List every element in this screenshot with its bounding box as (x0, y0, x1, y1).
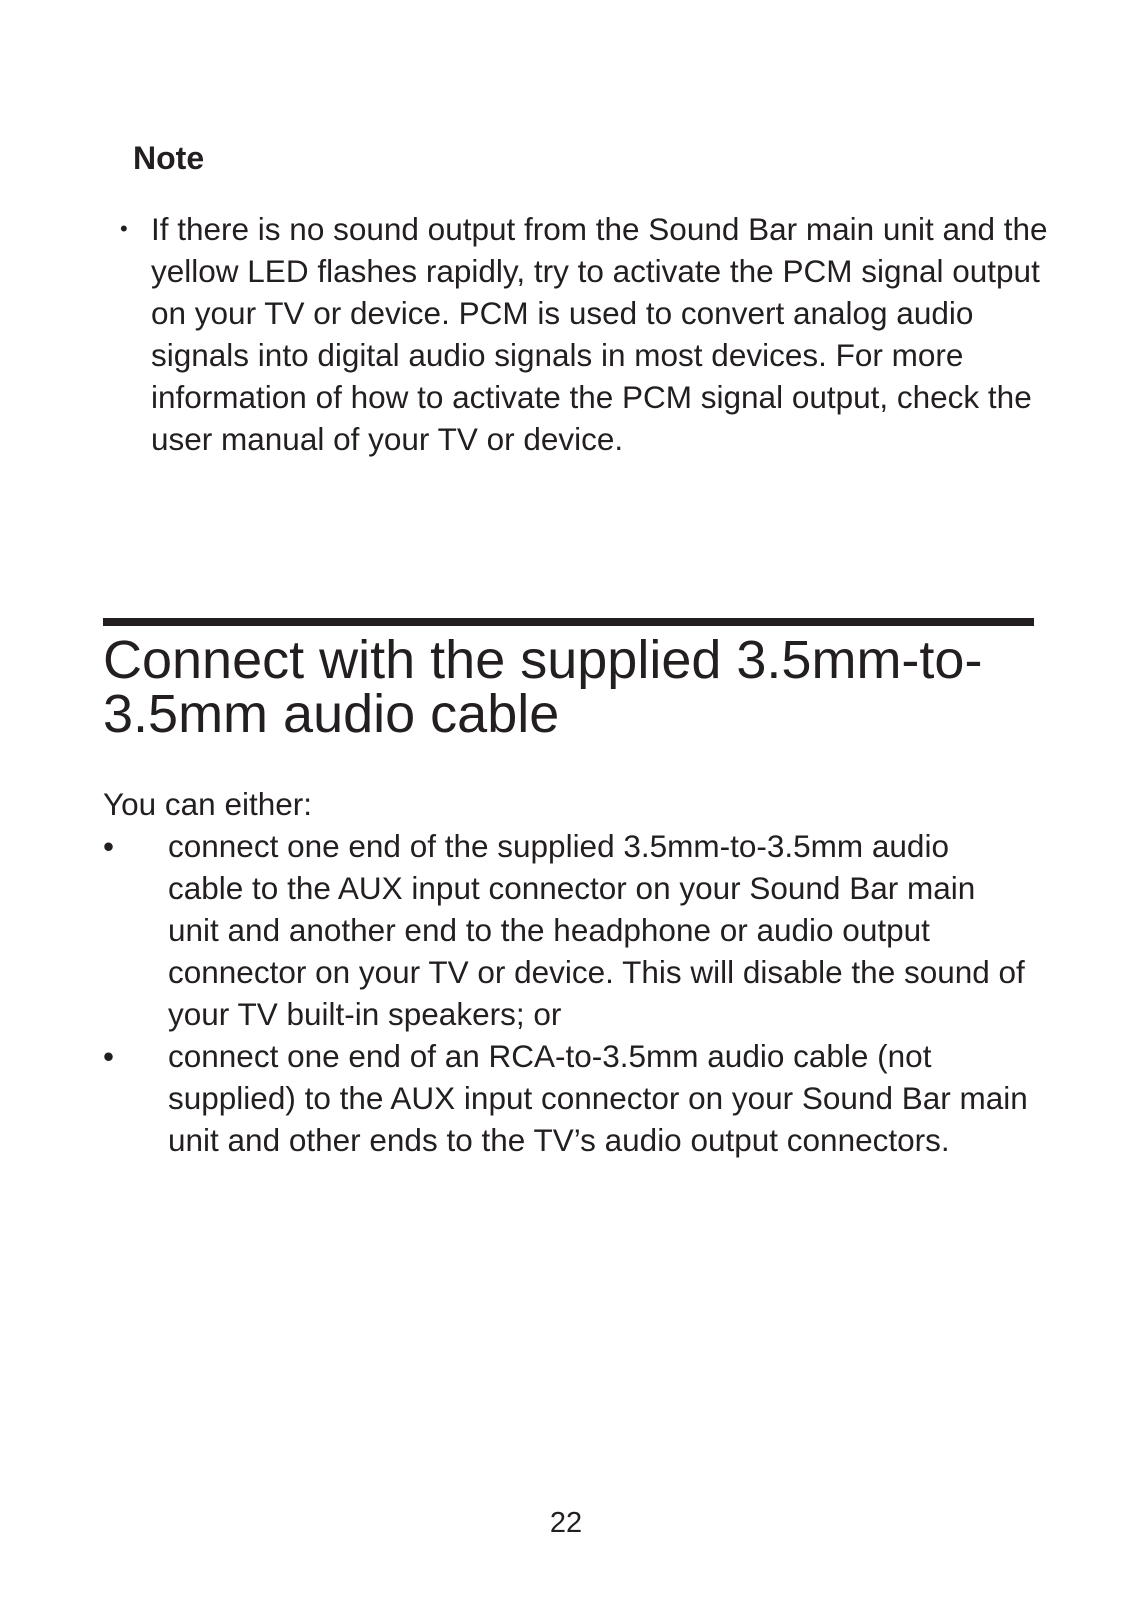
section-divider (103, 618, 1034, 626)
list-item-text: connect one end of an RCA-to-3.5mm audio cable (not supplied) to the AUX input connector on your Sound Bar main unit and other ends to the TV’s audio output connectors. (168, 1038, 1028, 1158)
list-item (103, 825, 1033, 1035)
list-item (103, 1035, 1033, 1161)
note-list-item (120, 208, 1050, 460)
section-intro: You can either: (103, 786, 312, 822)
bullet-icon: • (120, 216, 128, 241)
list-item-text: connect one end of the supplied 3.5mm-to-3.5mm audio cable to the AUX input connector on your Sound Bar main unit and another end to the headphone or audio output connector on your TV or device. This will disable the sound of your TV built-in speakers; or (168, 828, 1025, 1032)
note-text: If there is no sound output from the Sound Bar main unit and the yellow LED flashes rapidly, try to activate the PCM signal output on your TV or device. PCM is used to convert analog audio signals into digital audio signals in most devices. For more information of how to activate the PCM signal output, check the user manual of your TV or device. (151, 211, 1048, 457)
bullet-icon: • (103, 828, 115, 864)
section-title: Connect with the supplied 3.5mm-to-3.5mm audio cable (103, 630, 983, 744)
option-list (103, 825, 1033, 1161)
bullet-icon: • (103, 1038, 115, 1074)
note-heading: Note (133, 140, 205, 176)
page-number: 22 (549, 1507, 583, 1539)
